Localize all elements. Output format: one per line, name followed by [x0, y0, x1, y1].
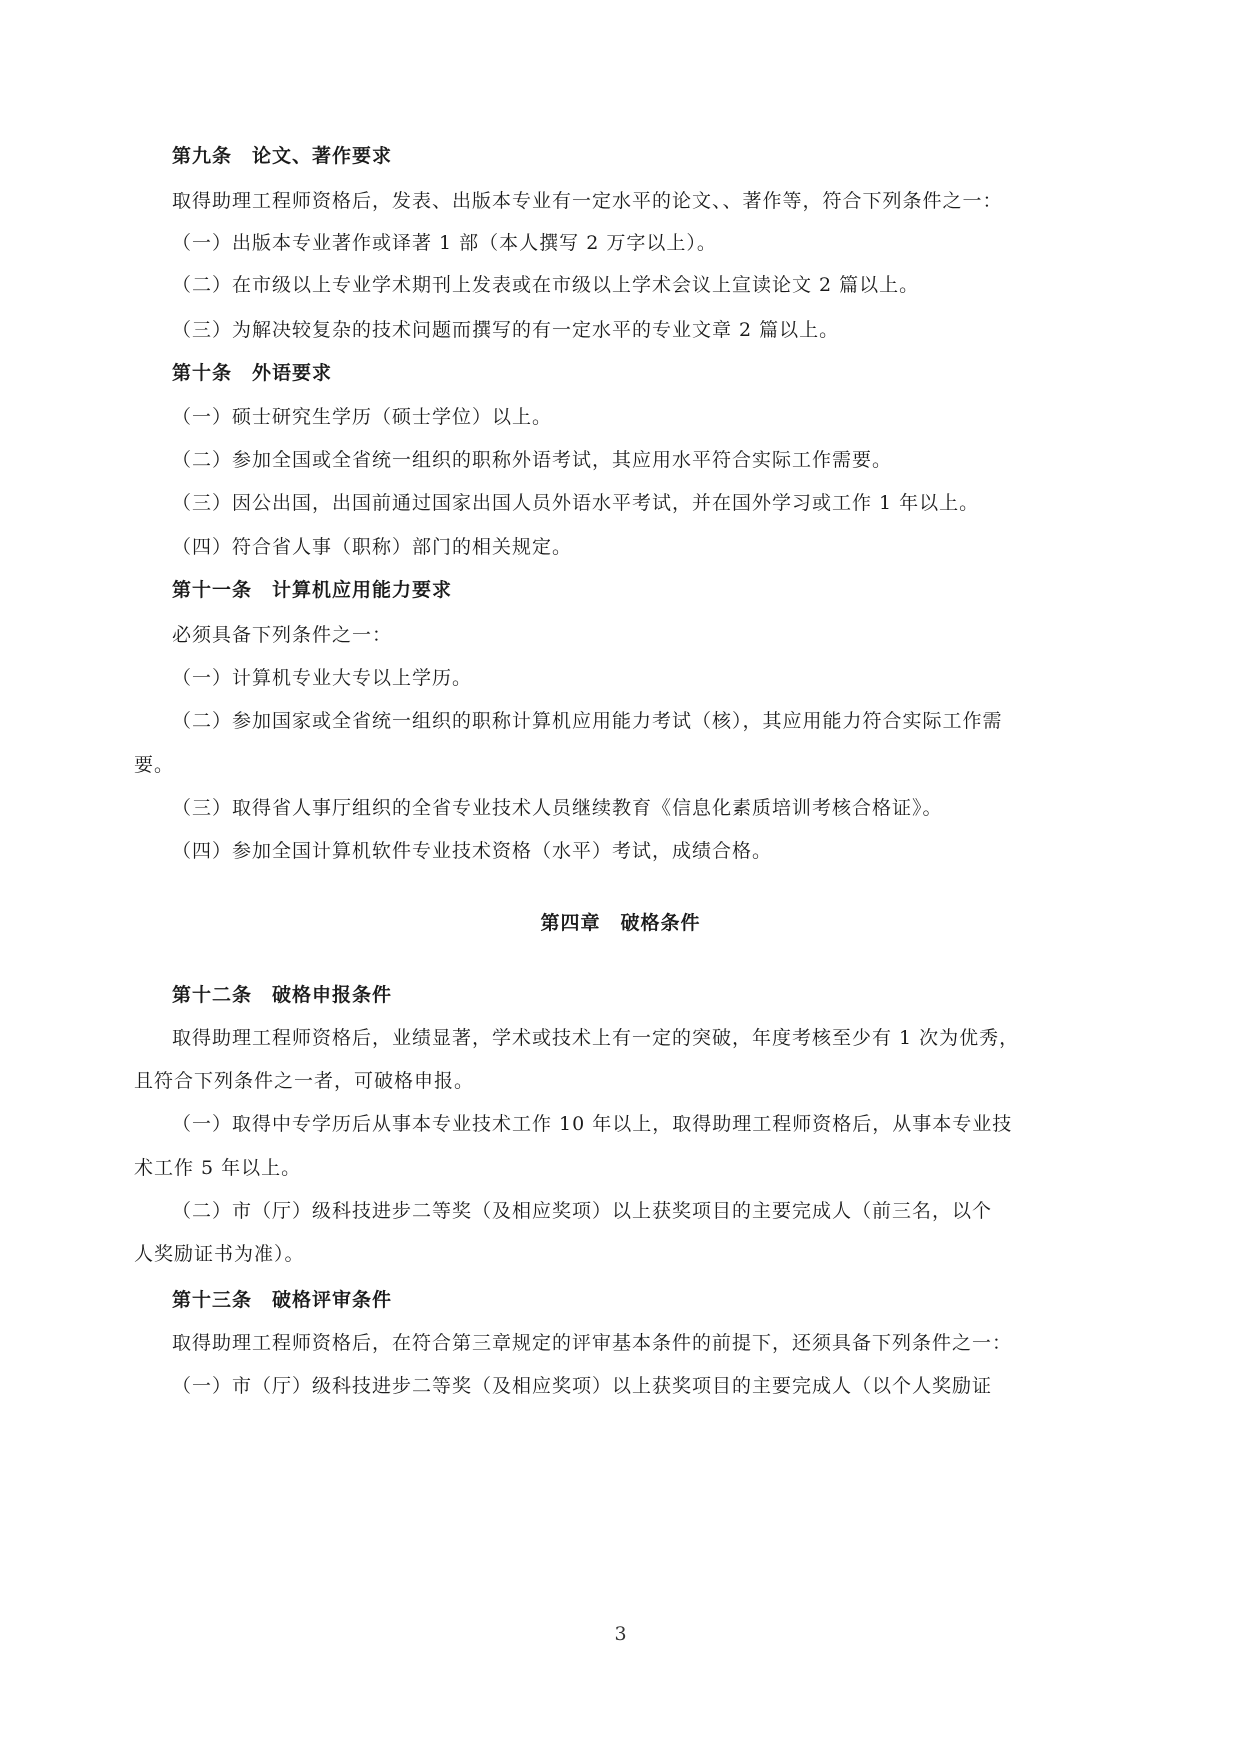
- article-11-item: （一）计算机专业大专以上学历。: [172, 667, 473, 689]
- article-11-intro: 必须具备下列条件之一：: [172, 624, 393, 646]
- article-11-title: 第十一条 计算机应用能力要求: [172, 579, 453, 601]
- article-9-item: （二）在市级以上专业学术期刊上发表或在市级以上学术会议上宣读论文 2 篇以上。: [172, 274, 920, 296]
- article-12-line: （二）市（厅）级科技进步二等奖（及相应奖项）以上获奖项目的主要完成人（前三名，以个: [172, 1200, 993, 1222]
- page-number: 3: [614, 1623, 627, 1645]
- article-11-item-continuation: 要。: [134, 754, 175, 776]
- article-12-line: 且符合下列条件之一者，可破格申报。: [134, 1070, 475, 1092]
- article-11-item: （二）参加国家或全省统一组织的职称计算机应用能力考试（核），其应用能力符合实际工作需: [172, 710, 1003, 732]
- article-9-item: （三）为解决较复杂的技术问题而撰写的有一定水平的专业文章 2 篇以上。: [172, 319, 840, 341]
- chapter-4-title: 第四章 破格条件: [540, 912, 701, 934]
- article-13-intro: 取得助理工程师资格后，在符合第三章规定的评审基本条件的前提下，还须具备下列条件之一：: [172, 1332, 1013, 1354]
- article-9-item: （一）出版本专业著作或译著 1 部（本人撰写 2 万字以上）。: [172, 232, 717, 254]
- article-10-item: （三）因公出国，出国前通过国家出国人员外语水平考试，并在国外学习或工作 1 年以上。: [172, 492, 980, 514]
- article-11-item: （四）参加全国计算机软件专业技术资格（水平）考试，成绩合格。: [172, 840, 773, 862]
- article-12-line: （一）取得中专学历后从事本专业技术工作 10 年以上，取得助理工程师资格后，从事本专业技: [172, 1113, 1013, 1135]
- article-12-line: 取得助理工程师资格后，业绩显著，学术或技术上有一定的突破，年度考核至少有 1 次为优秀，: [172, 1027, 1020, 1049]
- article-10-item: （一）硕士研究生学历（硕士学位）以上。: [172, 406, 553, 428]
- article-13-title: 第十三条 破格评审条件: [172, 1289, 393, 1311]
- article-11-item: （三）取得省人事厅组织的全省专业技术人员继续教育《信息化素质培训考核合格证》。: [172, 797, 943, 819]
- article-12-title: 第十二条 破格申报条件: [172, 984, 393, 1006]
- article-12-line: 人奖励证书为准）。: [134, 1243, 305, 1265]
- article-9-title: 第九条 论文、著作要求: [172, 145, 393, 167]
- article-12-line: 术工作 5 年以上。: [134, 1157, 302, 1179]
- article-9-intro: 取得助理工程师资格后，发表、出版本专业有一定水平的论文、、著作等，符合下列条件之一：: [172, 190, 1003, 212]
- article-10-item: （四）符合省人事（职称）部门的相关规定。: [172, 536, 573, 558]
- article-10-item: （二）参加全国或全省统一组织的职称外语考试，其应用水平符合实际工作需要。: [172, 449, 893, 471]
- article-13-item: （一）市（厅）级科技进步二等奖（及相应奖项）以上获奖项目的主要完成人（以个人奖励证: [172, 1375, 993, 1397]
- article-10-title: 第十条 外语要求: [172, 362, 333, 384]
